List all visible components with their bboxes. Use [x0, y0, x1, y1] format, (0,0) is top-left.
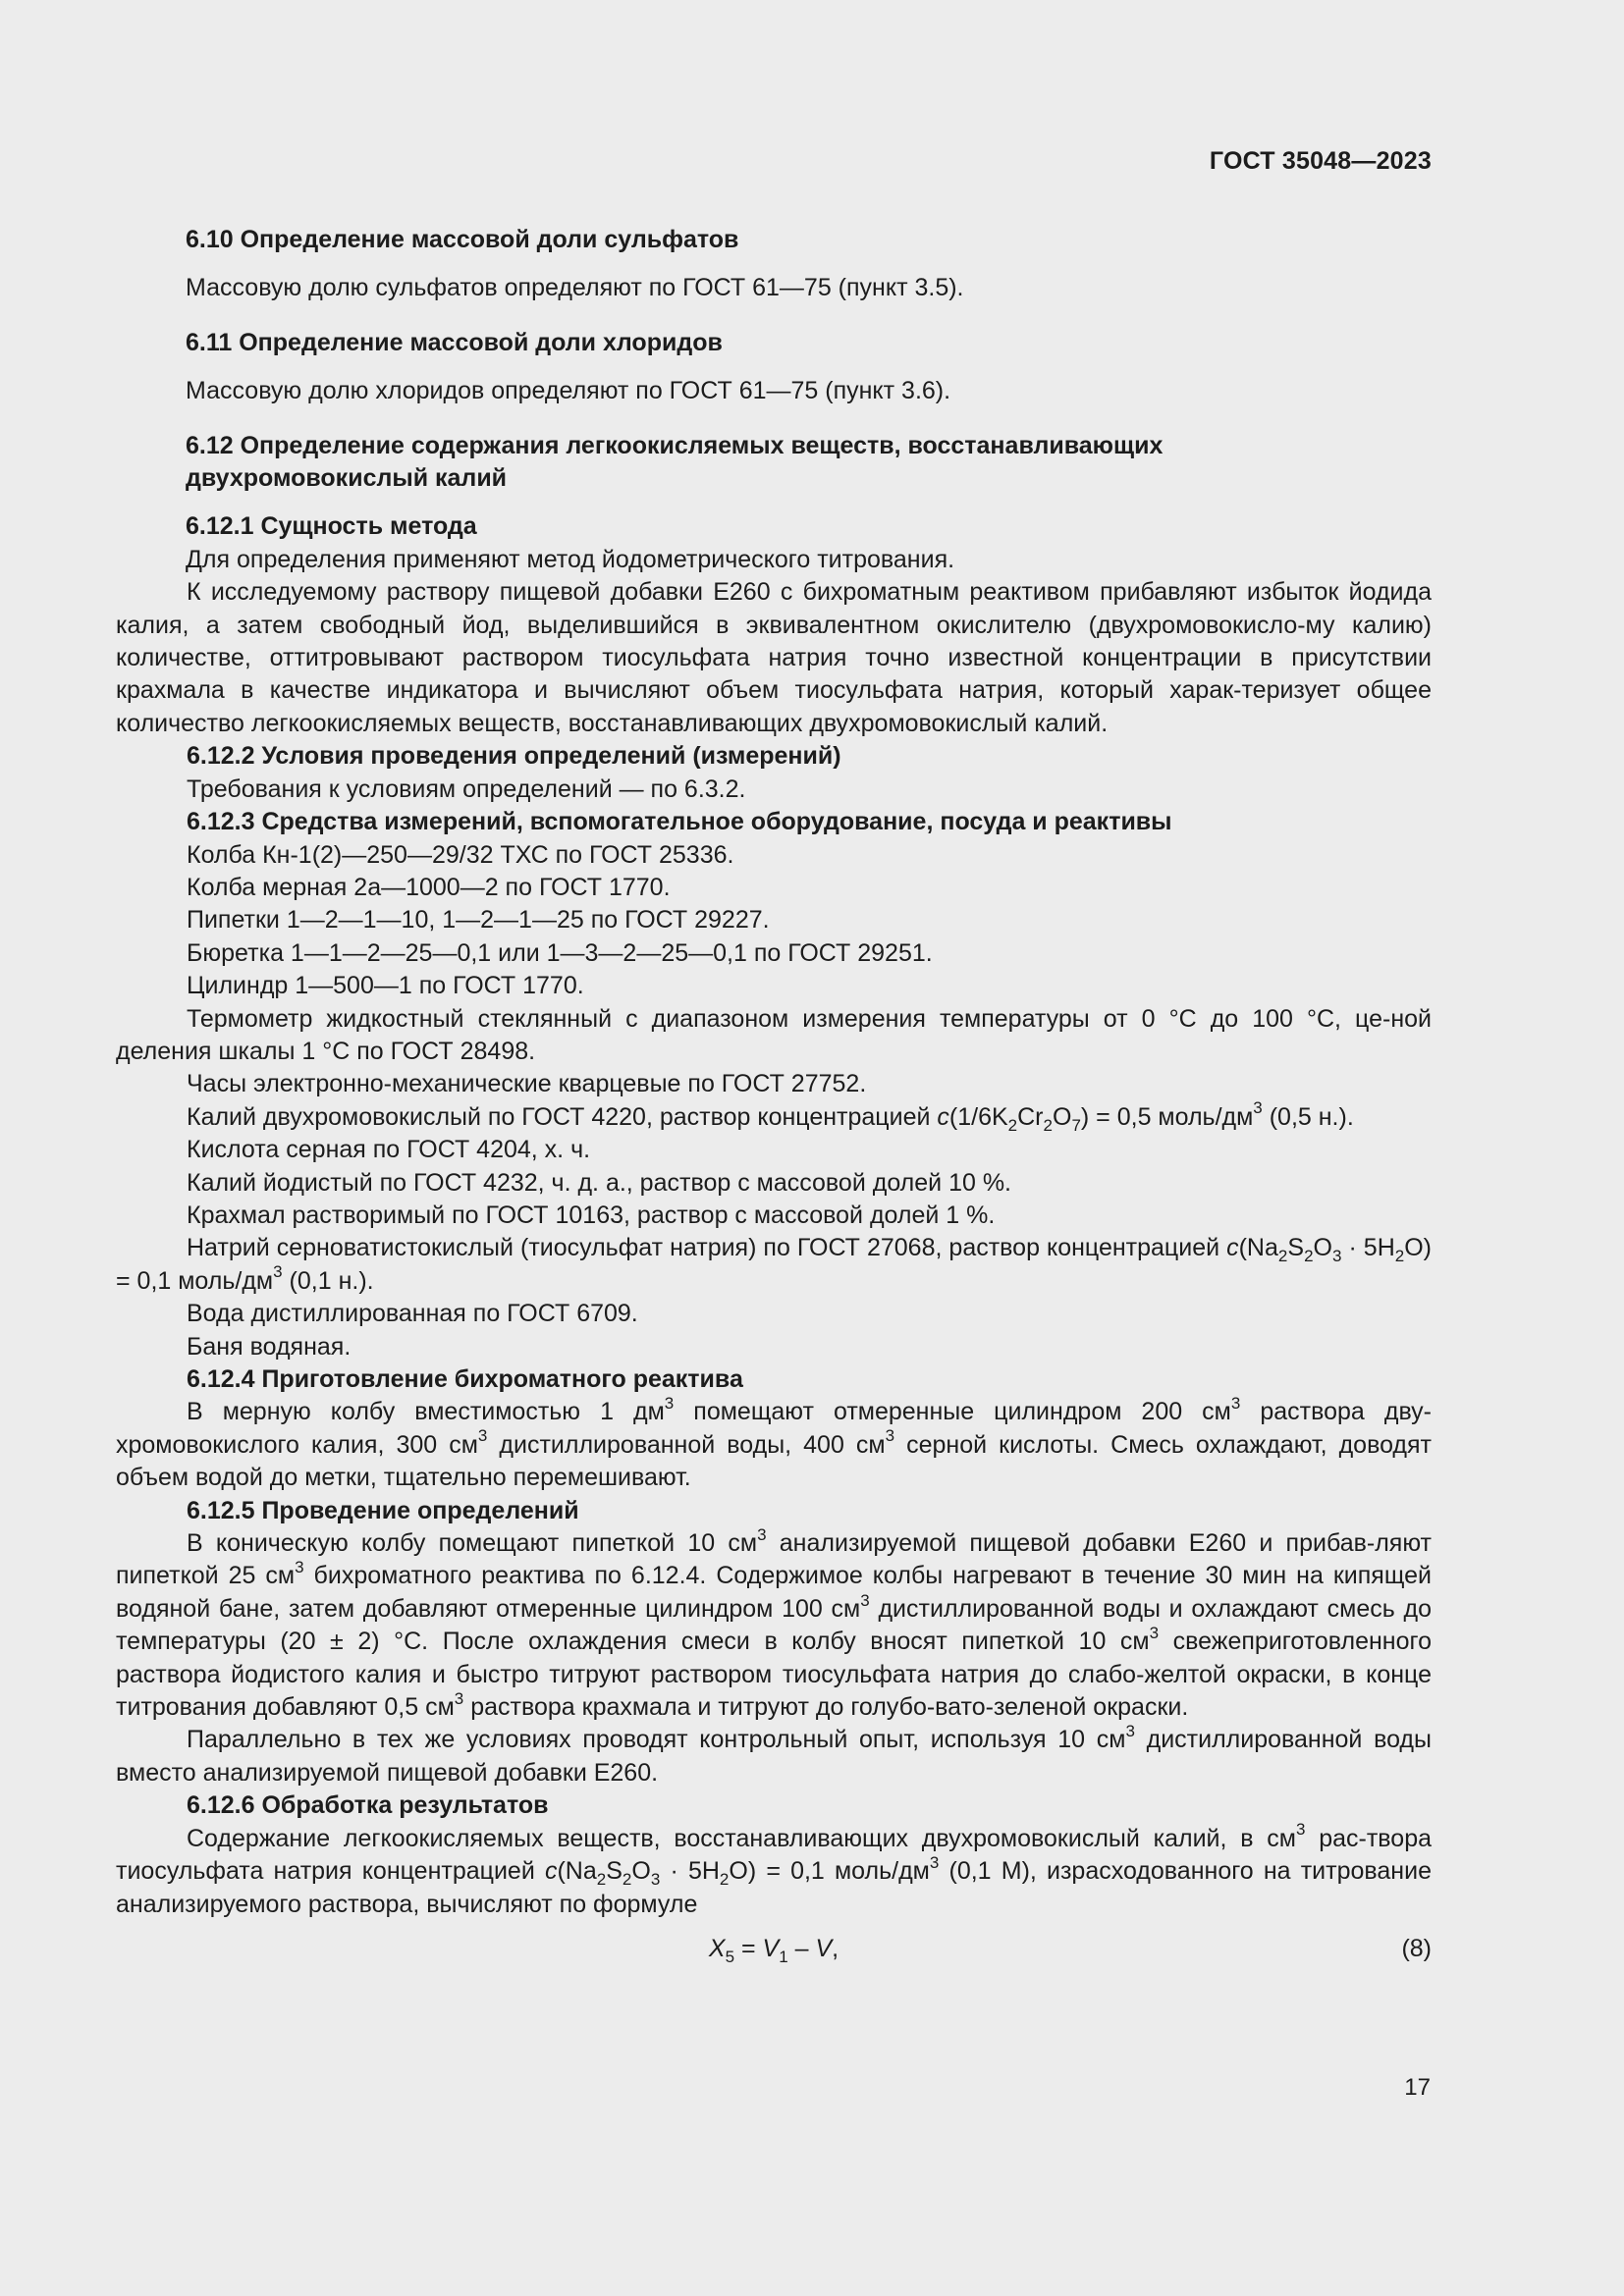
section-6-12-1-p1: Для определения применяют метод йодометрического титрования. — [186, 545, 955, 573]
section-6-12-title-line2: двухромовокислый калий — [186, 464, 508, 493]
section-6-12-2-title: 6.12.2 Условия проведения определений (измерений) — [187, 742, 841, 771]
equipment-item: Колба Кн-1(2)—250—29/32 ТХС по ГОСТ 25336. — [187, 840, 734, 869]
equipment-item: Пипетки 1—2—1—10, 1—2—1—25 по ГОСТ 29227. — [187, 906, 770, 934]
section-6-12-5-title: 6.12.5 Проведение определений — [187, 1496, 579, 1524]
section-6-12-title — [116, 430, 1432, 496]
section-6-10-text: Массовую долю сульфатов определяют по ГОСТ 61—75 (пункт 3.5). — [186, 274, 964, 302]
equipment-item: Колба мерная 2а—1000—2 по ГОСТ 1770. — [187, 873, 671, 901]
section-6-12-title-line1: 6.12 Определение содержания легкоокисляемых веществ, восстанавливающих — [186, 431, 1164, 459]
page-number: 17 — [1404, 2074, 1431, 2101]
equipment-item: Цилиндр 1—500—1 по ГОСТ 1770. — [187, 972, 584, 1000]
page-content — [116, 224, 1432, 1972]
section-6-11-text: Массовую долю хлоридов определяют по ГОСТ 61—75 (пункт 3.6). — [186, 377, 951, 405]
formula-8 — [116, 1933, 1432, 1972]
section-6-12-3-title: 6.12.3 Средства измерений, вспомогательное оборудование, посуда и реактивы — [187, 808, 1172, 836]
equipment-item: Вода дистиллированная по ГОСТ 6709. — [187, 1300, 638, 1328]
equipment-item: Бюретка 1—1—2—25—0,1 или 1—3—2—25—0,1 по ГОСТ 29251. — [187, 938, 933, 967]
section-6-12-4-title: 6.12.4 Приготовление бихроматного реактива — [187, 1365, 743, 1393]
section-6-12-5-p2: Параллельно в тех же условиях проводят контрольный опыт, используя 10 $см^3$ дистиллированной воды вместо анализируемой пищевой добавки Е260. — [116, 1722, 1432, 1787]
section-6-12-6-text: Содержание легкоокисляемых веществ, восстанавливающих двухромовокислый калий, в $см^3$ рас-твора тиосульфата натрия концентрацией $c(Na_2S_2O_3 \cdot 5H_2O) = 0,1$ моль/$дм^3$ (0,1 М), израсходованного на титрование анализируемого раствора, вычисляют по формуле — [116, 1820, 1432, 1918]
section-6-12-1-p2: К исследуемому раствору пищевой добавки Е260 с бихроматным реактивом прибавляют избыток йодида калия, а затем свободный йод, выделившийся в эквивалентном окислителю (двухромовокисло-му калию) количестве, оттитровывают раствором тиосульфата натрия точно известной концентрации в присутствии крахмала в качестве индикатора и вычисляют объем тиосульфата натрия, который харак-теризует общее количество легкоокисляемых веществ, восстанавливающих двухромовокислый калий. — [116, 578, 1432, 737]
equipment-item-thiosulfate: Натрий серноватистокислый (тиосульфат натрия) по ГОСТ 27068, раствор концентрацией $c(Na_2S_2O_3 \cdot 5H_2O) = 0,1$ моль/$дм^3$ (0,1 н.). — [116, 1234, 1433, 1295]
equipment-item: Калий йодистый по ГОСТ 4232, ч. д. а., раствор с массовой долей 10 %. — [187, 1168, 1012, 1197]
equipment-item-k2cr2o7: Калий двухромовокислый по ГОСТ 4220, раствор концентрацией $c(1/6K_2Cr_2O_7) = 0,5$ моль/$дм^3$ (0,5 н.). — [187, 1098, 1354, 1135]
formula-expression: $X_5 = V_1 - V$, — [708, 1934, 839, 1966]
section-6-11-title: 6.11 Определение массовой доли хлоридов — [186, 328, 723, 356]
section-6-12-4-text: В мерную колбу вместимостью 1 $дм^3$ помещают отмеренные цилиндром 200 $см^3$ раствора дву-хромовокислого калия, 300 $см^3$ дистиллированной воды, 400 $см^3$ серной кислоты. Смесь охлаждают, доводят объем водой до метки, тщательно перемешивают. — [116, 1394, 1433, 1492]
section-6-10-title: 6.10 Определение массовой доли сульфатов — [186, 226, 739, 253]
equipment-item: Баня водяная. — [187, 1332, 352, 1361]
equipment-item: Термометр жидкостный стеклянный с диапазоном измерения температуры от 0 °С до 100 °С, це-ной деления шкалы 1 °С по ГОСТ 28498. — [116, 1004, 1432, 1065]
document-id: ГОСТ 35048—2023 — [1209, 147, 1432, 175]
section-6-12-1-title: 6.12.1 Сущность метода — [186, 512, 477, 541]
section-6-12-2-text: Требования к условиям определений — по 6.3.2. — [187, 774, 746, 803]
equipment-item: Часы электронно-механические кварцевые по ГОСТ 27752. — [187, 1070, 867, 1098]
section-6-12-5-p1: В коническую колбу помещают пипеткой 10 $см^3$ анализируемой пищевой добавки Е260 и прибав-ляют пипеткой 25 $см^3$ бихроматного реактива по 6.12.4. Содержимое колбы нагревают в течение 30 мин на кипящей водяной бане, затем добавляют отмеренные цилиндром 100 $см^3$ дистиллированной воды и охлаждают смесь до температуры (20 ± 2) °С. После охлаждения смеси в колбу вносят пипеткой 10 $см^3$ свежеприготовленного раствора йодистого калия и быстро титруют раствором тиосульфата натрия до слабо-желтой окраски, в конце титрования добавляют 0,5 $см^3$ раствора крахмала и титруют до голубо-вато-зеленой окраски. — [116, 1524, 1432, 1722]
section-6-12-6-title: 6.12.6 Обработка результатов — [187, 1791, 549, 1820]
equipment-item: Кислота серная по ГОСТ 4204, х. ч. — [187, 1136, 591, 1164]
formula-number: (8) — [1401, 1934, 1432, 1962]
equipment-item: Крахмал растворимый по ГОСТ 10163, раствор с массовой долей 1 %. — [187, 1201, 996, 1229]
